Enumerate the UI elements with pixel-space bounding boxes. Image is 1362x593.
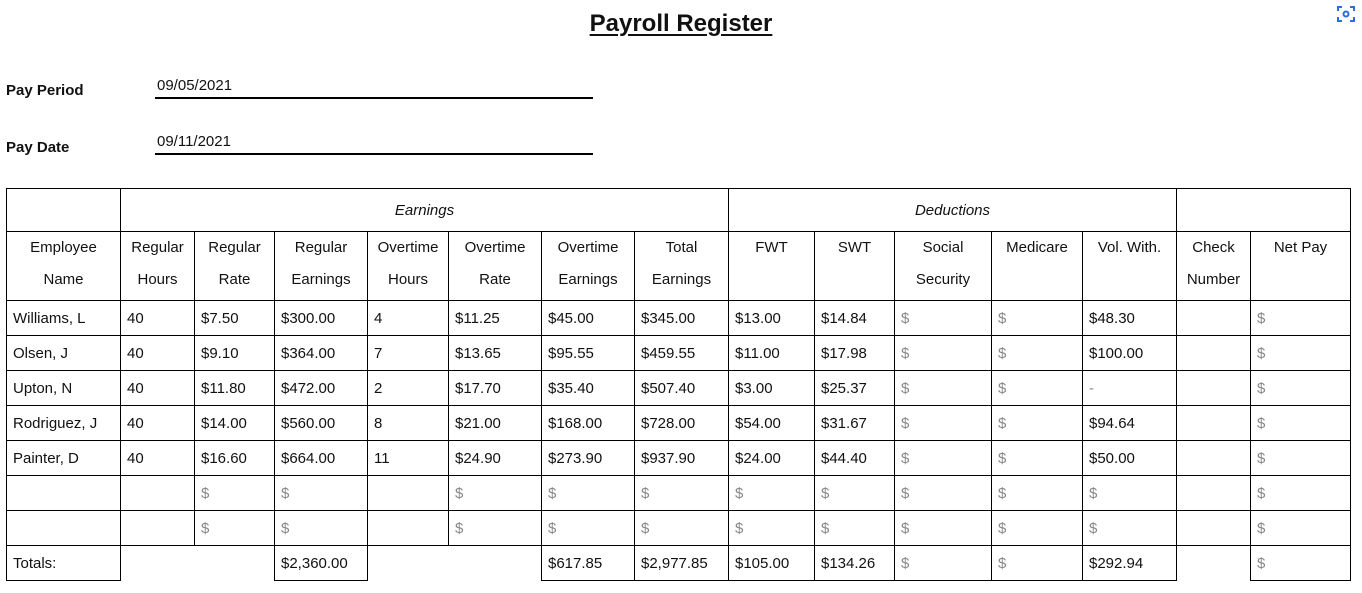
blank-group-cell [1177, 189, 1351, 232]
cell-overtime-earnings[interactable]: $45.00 [542, 301, 635, 336]
column-header-line: Regular [208, 239, 261, 256]
cell-medicare[interactable]: $ [992, 301, 1083, 336]
column-header-employee-name [7, 232, 121, 301]
cell-regular-earnings[interactable]: $664.00 [275, 441, 368, 476]
cell-regular-earnings[interactable]: $560.00 [275, 406, 368, 441]
column-header-line: Name [43, 271, 84, 288]
table-row [7, 336, 1351, 371]
column-header-line: Hours [387, 271, 428, 288]
cell-total-earnings[interactable]: $507.40 [635, 371, 729, 406]
cell-employee-name: Williams, L [7, 301, 121, 336]
cell-employee-name [7, 511, 121, 546]
cell-regular-hours[interactable]: 40 [121, 301, 195, 336]
total-vol-with: $292.94 [1083, 546, 1177, 581]
cell-swt[interactable]: $17.98 [815, 336, 895, 371]
cell-fwt[interactable]: $11.00 [729, 336, 815, 371]
cell-social-security[interactable]: $ [895, 371, 992, 406]
cell-total-earnings[interactable]: $345.00 [635, 301, 729, 336]
cell-check-number[interactable] [1177, 511, 1251, 546]
cell-employee-name: Rodriguez, J [7, 406, 121, 441]
pay-period-label: Pay Period [6, 82, 84, 99]
cell-net-pay[interactable]: $ [1251, 406, 1351, 441]
cell-net-pay[interactable]: $ [1251, 336, 1351, 371]
cell-fwt[interactable]: $13.00 [729, 301, 815, 336]
table-row [7, 371, 1351, 406]
cell-fwt[interactable]: $54.00 [729, 406, 815, 441]
pay-date-field[interactable]: 09/11/2021 [155, 133, 593, 155]
column-header-overtime-rate [449, 232, 542, 301]
cell-medicare[interactable]: $ [992, 441, 1083, 476]
cell-regular-hours[interactable]: 40 [121, 441, 195, 476]
cell-vol-with[interactable]: $50.00 [1083, 441, 1177, 476]
column-header-line: Net Pay [1273, 239, 1328, 256]
column-header-line: Social [922, 239, 964, 256]
cell-total-earnings[interactable]: $937.90 [635, 441, 729, 476]
cell-regular-rate[interactable]: $11.80 [195, 371, 275, 406]
cell-swt[interactable]: $14.84 [815, 301, 895, 336]
cell-overtime-earnings[interactable]: $168.00 [542, 406, 635, 441]
cell-regular-rate[interactable]: $16.60 [195, 441, 275, 476]
cell-overtime-earnings[interactable]: $273.90 [542, 441, 635, 476]
cell-total-earnings[interactable]: $728.00 [635, 406, 729, 441]
cell-vol-with[interactable]: $ [1083, 511, 1177, 546]
cell-overtime-hours[interactable]: 7 [368, 336, 449, 371]
cell-check-number[interactable] [1177, 371, 1251, 406]
column-header-net-pay [1251, 232, 1351, 301]
column-header-line: SWT [837, 239, 872, 256]
cell-medicare[interactable]: $ [992, 511, 1083, 546]
column-header-total-earnings [635, 232, 729, 301]
cell-fwt[interactable]: $3.00 [729, 371, 815, 406]
column-header-check-number [1177, 232, 1251, 301]
cell-overtime-earnings[interactable]: $ [542, 476, 635, 511]
cell-swt[interactable]: $31.67 [815, 406, 895, 441]
scan-icon[interactable] [1336, 4, 1356, 24]
column-header-overtime-hours [368, 232, 449, 301]
blank-group-cell [7, 189, 121, 232]
total-fwt: $105.00 [729, 546, 815, 581]
cell-net-pay[interactable]: $ [1251, 301, 1351, 336]
total-swt: $134.26 [815, 546, 895, 581]
column-header-medicare [992, 232, 1083, 301]
cell-social-security[interactable]: $ [895, 511, 992, 546]
cell-vol-with[interactable]: $ [1083, 476, 1177, 511]
total-total-earnings: $2,977.85 [635, 546, 729, 581]
cell-swt[interactable]: $ [815, 476, 895, 511]
cell-overtime-earnings[interactable]: $95.55 [542, 336, 635, 371]
cell-regular-hours[interactable]: 40 [121, 406, 195, 441]
cell-check-number[interactable] [1177, 476, 1251, 511]
cell-total-earnings[interactable]: $ [635, 476, 729, 511]
cell-regular-rate[interactable]: $7.50 [195, 301, 275, 336]
cell-overtime-earnings[interactable]: $ [542, 511, 635, 546]
pay-period-field[interactable]: 09/05/2021 [155, 77, 593, 99]
table-row [7, 441, 1351, 476]
totals-label: Totals: [7, 546, 121, 581]
cell-social-security[interactable]: $ [895, 441, 992, 476]
cell-regular-earnings[interactable]: $ [275, 476, 368, 511]
cell-regular-earnings[interactable]: $300.00 [275, 301, 368, 336]
totals-blank [1177, 546, 1251, 581]
column-header-overtime-earnings [542, 232, 635, 301]
column-header-line: Overtime [557, 239, 619, 256]
column-header-line: Hours [137, 271, 178, 288]
column-header-line: Earnings [558, 271, 618, 288]
cell-net-pay[interactable]: $ [1251, 476, 1351, 511]
cell-vol-with[interactable]: $94.64 [1083, 406, 1177, 441]
cell-check-number[interactable] [1177, 406, 1251, 441]
column-header-line: Employee [30, 239, 97, 256]
cell-overtime-rate[interactable]: $ [449, 476, 542, 511]
cell-total-earnings[interactable]: $459.55 [635, 336, 729, 371]
page-title: Payroll Register [589, 10, 773, 37]
column-header-social-security [895, 232, 992, 301]
cell-net-pay[interactable]: $ [1251, 511, 1351, 546]
table-row [7, 301, 1351, 336]
cell-regular-rate[interactable]: $9.10 [195, 336, 275, 371]
cell-employee-name: Upton, N [7, 371, 121, 406]
cell-regular-rate[interactable]: $14.00 [195, 406, 275, 441]
cell-fwt[interactable]: $24.00 [729, 441, 815, 476]
total-regular-earnings: $2,360.00 [275, 546, 368, 581]
cell-fwt[interactable]: $ [729, 511, 815, 546]
cell-overtime-rate[interactable]: $11.25 [449, 301, 542, 336]
cell-vol-with[interactable]: $100.00 [1083, 336, 1177, 371]
total-medicare: $ [992, 546, 1083, 581]
column-header-line: Earnings [291, 271, 351, 288]
column-header-line: Medicare [1006, 239, 1068, 256]
cell-social-security[interactable]: $ [895, 301, 992, 336]
cell-overtime-rate[interactable]: $ [449, 511, 542, 546]
cell-medicare[interactable]: $ [992, 371, 1083, 406]
cell-social-security[interactable]: $ [895, 476, 992, 511]
totals-blank [121, 546, 275, 581]
cell-vol-with[interactable]: - [1083, 371, 1177, 406]
cell-overtime-rate[interactable]: $13.65 [449, 336, 542, 371]
cell-overtime-hours[interactable]: 4 [368, 301, 449, 336]
column-header-vol-with [1083, 232, 1177, 301]
cell-overtime-hours[interactable] [368, 511, 449, 546]
column-header-line: Check [1192, 239, 1235, 256]
column-header-line: Number [1186, 271, 1241, 288]
cell-employee-name: Painter, D [7, 441, 121, 476]
cell-social-security[interactable]: $ [895, 336, 992, 371]
cell-overtime-hours[interactable]: 8 [368, 406, 449, 441]
cell-regular-hours[interactable]: 40 [121, 336, 195, 371]
cell-medicare[interactable]: $ [992, 406, 1083, 441]
cell-overtime-rate[interactable]: $21.00 [449, 406, 542, 441]
cell-net-pay[interactable]: $ [1251, 371, 1351, 406]
cell-check-number[interactable] [1177, 301, 1251, 336]
totals-blank [368, 546, 542, 581]
column-header-line: FWT [755, 239, 788, 256]
cell-total-earnings[interactable]: $ [635, 511, 729, 546]
column-header-regular-rate [195, 232, 275, 301]
table-row [7, 511, 1351, 546]
cell-vol-with[interactable]: $48.30 [1083, 301, 1177, 336]
cell-swt[interactable]: $25.37 [815, 371, 895, 406]
total-net-pay: $ [1251, 546, 1351, 581]
column-header-line: Rate [479, 271, 511, 288]
cell-overtime-rate[interactable]: $17.70 [449, 371, 542, 406]
column-header-line: Security [915, 271, 971, 288]
cell-regular-rate[interactable]: $ [195, 511, 275, 546]
cell-swt[interactable]: $44.40 [815, 441, 895, 476]
cell-regular-hours[interactable] [121, 511, 195, 546]
cell-regular-earnings[interactable]: $ [275, 511, 368, 546]
column-header-line: Earnings [651, 271, 712, 288]
cell-regular-rate[interactable]: $ [195, 476, 275, 511]
cell-employee-name: Olsen, J [7, 336, 121, 371]
deductions-group-header: Deductions [729, 189, 1177, 232]
cell-social-security[interactable]: $ [895, 406, 992, 441]
column-header-line: Total [665, 239, 698, 256]
cell-overtime-hours[interactable]: 2 [368, 371, 449, 406]
table-row [7, 406, 1351, 441]
total-social-security: $ [895, 546, 992, 581]
column-header-line: Regular [294, 239, 348, 256]
column-header-regular-hours [121, 232, 195, 301]
cell-net-pay[interactable]: $ [1251, 441, 1351, 476]
payroll-table [6, 188, 1351, 581]
column-header-line: Rate [218, 271, 251, 288]
cell-regular-earnings[interactable]: $472.00 [275, 371, 368, 406]
cell-regular-hours[interactable] [121, 476, 195, 511]
pay-date-label: Pay Date [6, 139, 70, 156]
cell-regular-earnings[interactable]: $364.00 [275, 336, 368, 371]
totals-row [7, 546, 1351, 581]
column-header-line: Vol. With. [1097, 239, 1162, 256]
cell-check-number[interactable] [1177, 336, 1251, 371]
cell-regular-hours[interactable]: 40 [121, 371, 195, 406]
cell-overtime-earnings[interactable]: $35.40 [542, 371, 635, 406]
column-header-regular-earnings [275, 232, 368, 301]
cell-medicare[interactable]: $ [992, 336, 1083, 371]
cell-fwt[interactable]: $ [729, 476, 815, 511]
earnings-group-header: Earnings [121, 189, 729, 232]
cell-swt[interactable]: $ [815, 511, 895, 546]
column-header-line: Overtime [464, 239, 526, 256]
cell-overtime-rate[interactable]: $24.90 [449, 441, 542, 476]
cell-check-number[interactable] [1177, 441, 1251, 476]
cell-employee-name [7, 476, 121, 511]
cell-overtime-hours[interactable] [368, 476, 449, 511]
total-overtime-earnings: $617.85 [542, 546, 635, 581]
column-header-fwt [729, 232, 815, 301]
column-header-swt [815, 232, 895, 301]
column-header-line: Overtime [377, 239, 439, 256]
cell-overtime-hours[interactable]: 11 [368, 441, 449, 476]
table-row [7, 476, 1351, 511]
cell-medicare[interactable]: $ [992, 476, 1083, 511]
column-header-line: Regular [131, 239, 184, 256]
